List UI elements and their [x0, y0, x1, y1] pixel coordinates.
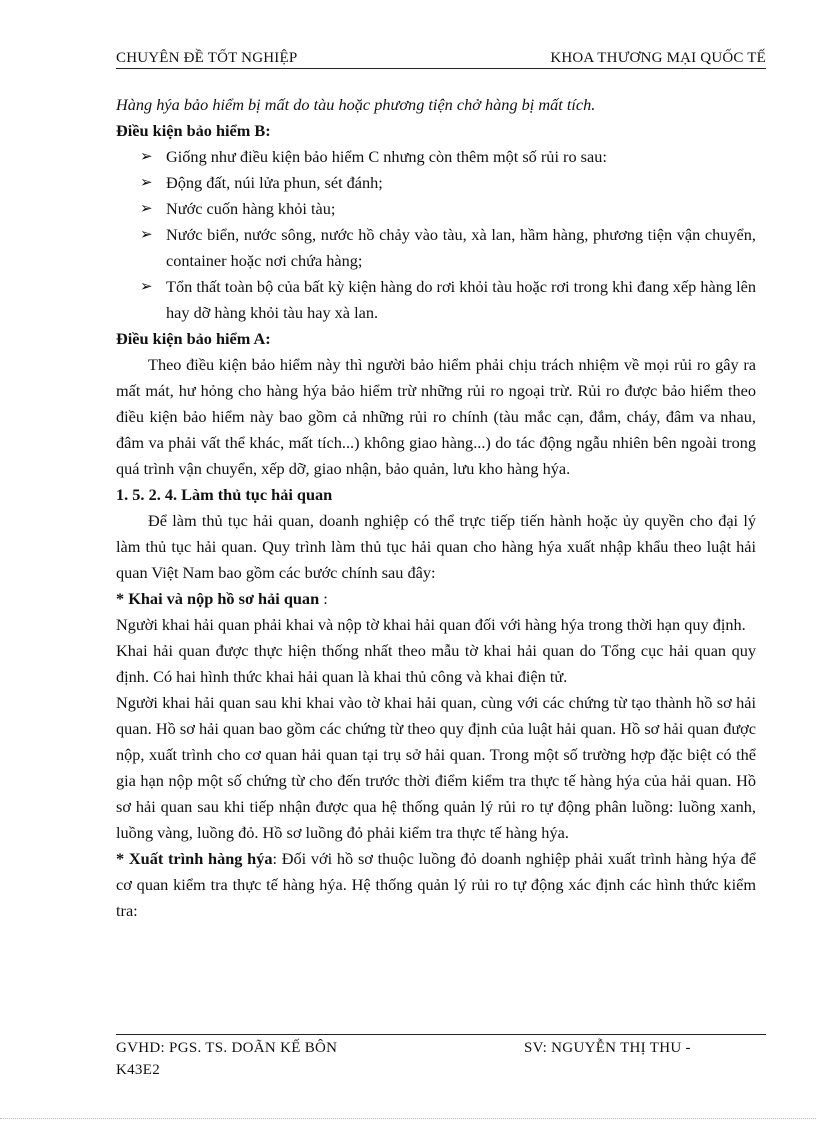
- footer-student: SV: NGUYỄN THỊ THU -: [524, 1040, 691, 1056]
- arrowhead-bullet-icon: ➢: [140, 175, 153, 191]
- condition-b-heading: Điều kiện bảo hiểm B:: [116, 121, 271, 140]
- list-item: ➢ Động đất, núi lửa phun, sét đánh;: [116, 170, 756, 196]
- step1-paragraph-3: Người khai hải quan sau khi khai vào tờ khai hải quan, cùng với các chứng từ tạo thành hồ sơ hải quan. Hồ sơ hải quan bao gồm các chứng từ theo quy định của luật hải quan. Hồ sơ hải quan được nộp, xuất trình cho cơ quan hải quan tại trụ sở hải quan. Trong một số trường hợp đặc biệt có thể gia hạn nộp một số chứng từ cho đến trước thời điểm kiểm tra thực tế hàng hýa của hải quan. Hồ sơ hải quan sau khi tiếp nhận được qua hệ thống quản lý rủi ro tự động phân luồng: luồng xanh, luồng vàng, luồng đỏ. Hồ sơ luồng đỏ phải kiểm tra thực tế hàng hýa.: [116, 693, 756, 842]
- step1-paragraph-2: Khai hải quan được thực hiện thống nhất theo mẫu tờ khai hải quan do Tổng cục hải quan quy định. Có hai hình thức khai hải quan là khai thủ công và khai điện tử.: [116, 641, 756, 686]
- footer-class-code: K43E2: [116, 1062, 160, 1078]
- condition-b-list: [116, 144, 756, 326]
- header-right-title: KHOA THƯƠNG MẠI QUỐC TẾ: [550, 50, 766, 66]
- list-item: ➢ Nước cuốn hàng khỏi tàu;: [116, 196, 756, 222]
- section-heading: 1. 5. 2. 4. Làm thủ tục hải quan: [116, 485, 333, 504]
- step1-heading-line: [116, 586, 756, 612]
- section-intro-paragraph: Để làm thủ tục hải quan, doanh nghiệp có thể trực tiếp tiến hành hoặc ủy quyền cho đại lý làm thủ tục hải quan. Quy trình làm thủ tục hải quan cho hàng hýa xuất nhập khẩu theo luật hải quan Việt Nam bao gồm các bước chính sau đây:: [116, 511, 756, 582]
- list-item: ➢ Nước biển, nước sông, nước hồ chảy vào tàu, xà lan, hầm hàng, phương tiện vận chuyển, container hoặc nơi chứa hàng;: [116, 222, 756, 274]
- list-item: ➢ Tổn thất toàn bộ của bất kỳ kiện hàng do rơi khỏi tàu hoặc rơi trong khi đang xếp hàng lên hay dỡ hàng khỏi tàu hay xà lan.: [116, 274, 756, 326]
- step1-heading: * Khai và nộp hồ sơ hải quan: [116, 589, 320, 608]
- list-item: ➢ Giống như điều kiện bảo hiểm C nhưng còn thêm một số rủi ro sau:: [116, 144, 756, 170]
- step2-heading: * Xuất trình hàng hýa: [116, 849, 273, 868]
- footer-rule: [116, 1034, 766, 1035]
- condition-a-heading: Điều kiện bảo hiểm A:: [116, 329, 271, 348]
- header-left-title: CHUYÊN ĐỀ TỐT NGHIỆP: [116, 50, 298, 66]
- step2-paragraph: [116, 846, 756, 924]
- condition-a-paragraph: Theo điều kiện bảo hiểm này thì người bảo hiểm phải chịu trách nhiệm về mọi rủi ro gây ra mất mát, hư hỏng cho hàng hýa bảo hiểm trừ những rủi ro ngoại trừ. Rủi ro được bảo hiểm theo điều kiện bảo hiểm này bao gồm cả những rủi ro chính (tàu mắc cạn, đắm, cháy, đâm va nhau, đâm va phải vất thể khác, mất tích...) không giao hàng...) do tác động ngẫu nhiên bên ngoài trong quá trình vận chuyển, xếp dỡ, giao nhận, bảo quản, lưu kho hàng hýa.: [116, 355, 756, 478]
- page-bottom-dotted-border: [0, 1118, 816, 1119]
- arrowhead-bullet-icon: ➢: [140, 227, 153, 243]
- step1-paragraph-1: Người khai hải quan phải khai và nộp tờ khai hải quan đối với hàng hýa trong thời hạn quy định.: [116, 615, 746, 634]
- step1-heading-colon: :: [323, 589, 328, 608]
- step2-text: : Đối với hồ sơ thuộc luồng đỏ doanh nghiệp phải xuất trình hàng hýa để cơ quan kiểm tra thực tế hàng hýa. Hệ thống quản lý rủi ro tự động xác định các hình thức kiểm tra:: [116, 849, 756, 920]
- intro-italic-line: Hàng hýa bảo hiểm bị mất do tàu hoặc phương tiện chở hàng bị mất tích.: [116, 95, 596, 114]
- arrowhead-bullet-icon: ➢: [140, 201, 153, 217]
- page-header: [116, 50, 766, 68]
- arrowhead-bullet-icon: ➢: [140, 149, 153, 165]
- arrowhead-bullet-icon: ➢: [140, 279, 153, 295]
- document-body: [116, 92, 756, 924]
- header-rule: [116, 68, 766, 69]
- footer-supervisor: GVHD: PGS. TS. DOÃN KẾ BÔN: [116, 1040, 338, 1056]
